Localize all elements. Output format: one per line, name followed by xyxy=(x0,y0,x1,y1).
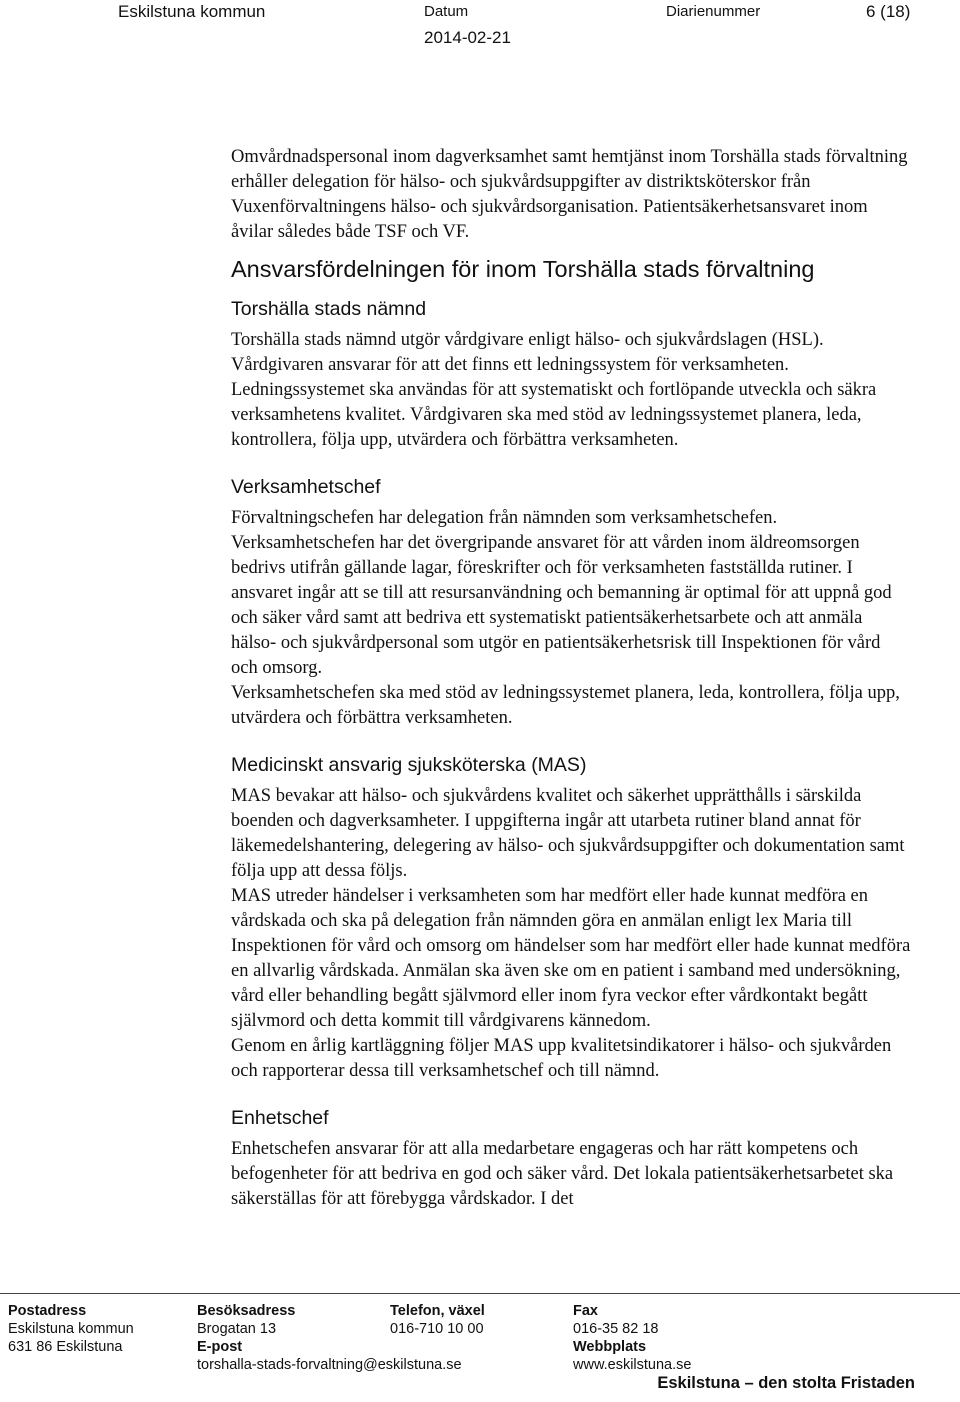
postal-line2: 631 86 Eskilstuna xyxy=(8,1339,123,1355)
section-title: Enhetschef xyxy=(231,1107,329,1129)
section-paragraph: MAS utreder händelser i verksamheten som har medfört eller hade kunnat medföra en vårdskada och ska på delegation från nämnden göra en anmälan enligt lex Maria till Inspektionen för vård och omsorg om händelser som har medfört eller hade kunnat medföra en allvarlig vårdskada. Anmälan ska även ske om en patient i samband med undersökning, vård eller behandling begått självmord eller inom fyra veckor efter vårdkontakt begått självmord och detta kommit till vårdgivarens kännedom. xyxy=(231,886,911,1031)
email-value[interactable]: torshalla-stads-forvaltning@eskilstuna.se xyxy=(197,1357,462,1373)
section-enhetschef xyxy=(231,1106,911,1212)
page-footer xyxy=(0,1288,960,1402)
section-title: Verksamhetschef xyxy=(231,476,381,498)
footer-postal xyxy=(8,1302,134,1356)
footer-slogan: Eskilstuna – den stolta Fristaden xyxy=(657,1374,915,1392)
section-paragraph: Verksamhetschefen ska med stöd av ledningssystemet planera, leda, kontrollera, följa upp, utvärdera och förbättra verksamheten. xyxy=(231,683,900,728)
section-paragraph: MAS bevakar att hälso- och sjukvårdens kvalitet och säkerhet upprätthålls i särskilda boenden och dagverksamheter. I uppgifterna ingår att utarbeta rutiner bland annat för läkemedelshantering, delegering av hälso- och sjukvårdsuppgifter och dokumentation samt följa upp att dessa följs. xyxy=(231,786,905,881)
web-label: Webbplats xyxy=(573,1339,647,1355)
header-date-value: 2014-02-21 xyxy=(424,28,511,47)
section-paragraph: Enhetschefen ansvarar för att alla medarbetare engageras och har rätt kompetens och befogenheter för att bedriva en god och säker vård. Det lokala patientsäkerhetsarbetet ska säkerställas för att förebygga vårdskador. I det xyxy=(231,1139,894,1209)
header-org: Eskilstuna kommun xyxy=(118,2,266,21)
phone-value: 016-710 10 00 xyxy=(390,1321,484,1337)
footer-phone xyxy=(390,1302,485,1338)
header-diary-label: Diarienummer xyxy=(666,3,761,20)
document-body xyxy=(231,145,911,1212)
fax-value: 016-35 82 18 xyxy=(573,1321,659,1337)
section-title: Torshälla stads nämnd xyxy=(231,298,427,320)
phone-label: Telefon, växel xyxy=(390,1303,485,1319)
visit-label: Besöksadress xyxy=(197,1303,296,1319)
section-title: Medicinskt ansvarig sjuksköterska (MAS) xyxy=(231,754,587,776)
intro-paragraph: Omvårdnadspersonal inom dagverksamhet samt hemtjänst inom Torshälla stads förvaltning erhåller delegation för hälso- och sjukvårdsuppgifter av distriktsköterskor från Vuxenförvaltningens hälso- och sjukvårdsorganisation. Patientsäkerhetsansvaret inom åvilar således både TSF och VF. xyxy=(231,147,908,242)
section-paragraph: Verksamhetschefen har det övergripande ansvaret för att vården inom äldreomsorgen bedrivs utifrån gällande lagar, föreskrifter och för verksamheten fastställda rutiner. I ansvaret ingår att se till att resursanvändning och bemanning är optimal för att uppnå god och säker vård samt att bedriva ett systematiskt patientsäkerhetsarbete och att anmäla hälso- och sjukvårdpersonal som utgör en patientsäkerhetsrisk till Inspektionen för vård och omsorg. xyxy=(231,533,892,678)
section-torshalla-namnd xyxy=(231,297,911,453)
footer-fax-web xyxy=(573,1302,691,1374)
section-paragraph: Torshälla stads nämnd utgör vårdgivare enligt hälso- och sjukvårdslagen (HSL). Vårdgivaren ansvarar för att det finns ett ledningssystem för verksamheten. Ledningssystemet ska användas för att systematiskt och fortlöpande utveckla och säkra verksamhetens kvalitet. Vårdgivaren ska med stöd av ledningssystemet planera, leda, kontrollera, följa upp, utvärdera och förbättra verksamheten. xyxy=(231,330,877,450)
main-heading: Ansvarsfördelningen för inom Torshälla stads förvaltning xyxy=(231,256,815,282)
section-paragraph: Förvaltningschefen har delegation från nämnden som verksamhetschefen. xyxy=(231,508,778,528)
web-value[interactable]: www.eskilstuna.se xyxy=(573,1357,692,1373)
email-label: E-post xyxy=(197,1339,243,1355)
header-page-number: 6 (18) xyxy=(866,2,911,21)
visit-value: Brogatan 13 xyxy=(197,1321,277,1337)
section-verksamhetschef xyxy=(231,475,911,731)
postal-line1: Eskilstuna kommun xyxy=(8,1321,134,1337)
postal-label: Postadress xyxy=(8,1303,87,1319)
footer-divider xyxy=(0,1293,960,1294)
page-header xyxy=(0,0,960,60)
section-paragraph: Genom en årlig kartläggning följer MAS upp kvalitetsindikatorer i hälso- och sjukvården och rapporterar dessa till verksamhetschef och till nämnd. xyxy=(231,1036,892,1081)
header-date-label: Datum xyxy=(424,3,469,20)
section-mas xyxy=(231,753,911,1084)
fax-label: Fax xyxy=(573,1303,598,1319)
